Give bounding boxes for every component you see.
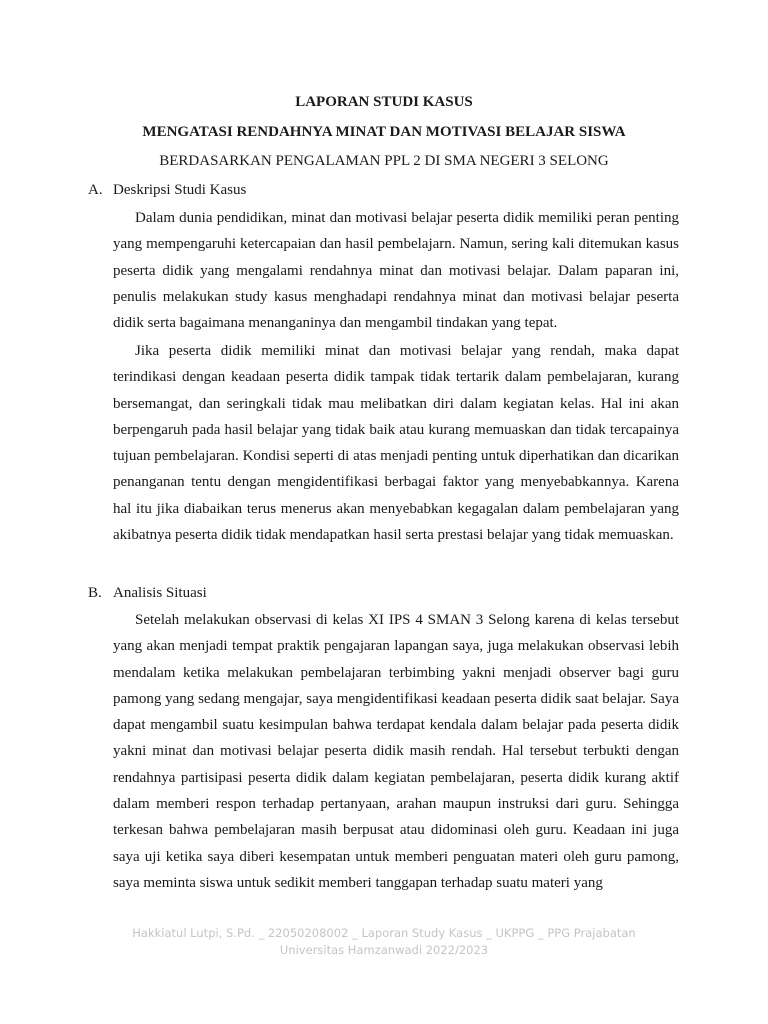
section-letter-b: B. bbox=[88, 585, 102, 601]
page-footer: Hakkiatul Lutpi, S.Pd. _ 22050208002 _ Laporan Study Kasus _ UKPPG _ PPG Prajabatan Universitas Hamzanwadi 2022/2023 bbox=[132, 926, 636, 957]
document-title: LAPORAN STUDI KASUS bbox=[295, 94, 473, 110]
paragraph-b-1: Setelah melakukan observasi di kelas XI IPS 4 SMAN 3 Selong karena di kelas tersebut yang akan menjadi tempat praktik pengajaran lapangan saya, juga melakukan observasi lebih mendalam ketika melakukan pembelajaran terbimbing yakni menjadi observer bagi guru pamong yang sedang mengajar, saya mengidentifikasi keadaan peserta didik saat belajar. Saya dapat mengambil suatu kesimpulan bahwa terdapat kendala dalam belajar pada peserta didik yakni minat dan motivasi belajar peserta didik masih rendah. Hal tersebut terbukti dengan rendahnya partisipasi peserta didik dalam kegiatan pembelajaran, peserta didik kurang aktif dalam memberi respon terhadap pertanyaan, arahan maupun instruksi dari guru. Sehingga terkesan bahwa pembelajaran masih berpusat atau didominasi oleh guru. Keadaan ini juga saya uji ketika saya diberi kesempatan untuk memberi penguatan materi oleh guru pamong, saya meminta siswa untuk sedikit memberi tanggapan terhadap suatu materi yang bbox=[113, 612, 679, 891]
section-heading-a bbox=[88, 180, 246, 200]
section-heading-b-text: Analisis Situasi bbox=[113, 585, 207, 601]
document-subtitle: MENGATASI RENDAHNYA MINAT DAN MOTIVASI BELAJAR SISWA bbox=[142, 124, 626, 140]
section-heading-b bbox=[88, 583, 207, 603]
paragraph-a-1: Dalam dunia pendidikan, minat dan motivasi belajar peserta didik memiliki peran penting yang mempengaruhi ketercapaian dan hasil pembelajarn. Namun, sering kali ditemukan kasus peserta didik yang mengalami rendahnya minat dan motivasi belajar. Dalam paparan ini, penulis melakukan study kasus menghadapi rendahnya minat dan motivasi belajar peserta didik serta bagaimana menanganinya dan mengambil tindakan yang tepat. bbox=[113, 210, 679, 332]
section-heading-a-text: Deskripsi Studi Kasus bbox=[113, 182, 247, 198]
document-context-line: BERDASARKAN PENGALAMAN PPL 2 DI SMA NEGERI 3 SELONG bbox=[159, 153, 609, 169]
paragraph-a-2: Jika peserta didik memiliki minat dan motivasi belajar yang rendah, maka dapat terindikasi dengan keadaan peserta didik tampak tidak tertarik dalam pembelajaran, kurang bersemangat, dan seringkali tidak mau melibatkan diri dalam kegiatan kelas. Hal ini akan berpengaruh pada hasil belajar yang tidak baik atau kurang memuaskan dan tidak tercapainya tujuan pembelajaran. Kondisi seperti di atas menjadi penting untuk diperhatikan dan dicarikan penanganan tentu dengan mengidentifikasi berbagai faktor yang menyebabkannya. Karena hal itu jika diabaikan terus menerus akan menyebabkan kegagalan dalam pembelajaran yang akibatnya peserta didik tidak mendapatkan hasil serta prestasi belajar yang tidak memuaskan. bbox=[113, 343, 679, 544]
section-letter-a: A. bbox=[88, 182, 103, 198]
